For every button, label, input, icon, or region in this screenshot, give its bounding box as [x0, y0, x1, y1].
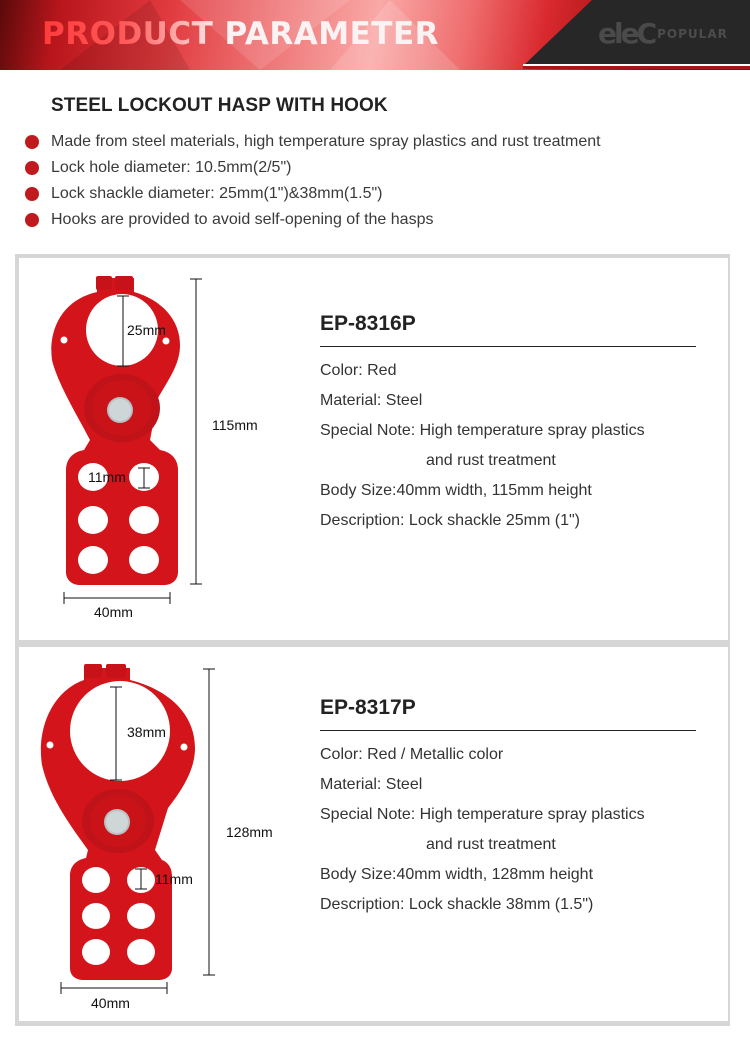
spec-description: Description: Lock shackle 38mm (1.5") [320, 896, 594, 913]
spec-color: Color: Red / Metallic color [320, 746, 504, 763]
banner-title-word1: PRODUCT [42, 16, 214, 52]
feature-text: Lock hole diameter: 10.5mm(2/5") [51, 159, 292, 176]
feature-text: Hooks are provided to avoid self-opening of the hasps [51, 211, 434, 228]
model-divider [320, 346, 696, 347]
spec-material: Material: Steel [320, 776, 423, 793]
shackle-dimension-label: 25mm [127, 322, 166, 338]
spec-list [320, 740, 645, 920]
hole-dimension-label: 11mm [155, 871, 193, 887]
logo-mark: eleC [598, 17, 655, 50]
product-heading: STEEL LOCKOUT HASP WITH HOOK [51, 95, 388, 116]
feature-text: Lock shackle diameter: 25mm(1")&38mm(1.5") [51, 185, 383, 202]
width-dimension-label: 40mm [94, 604, 133, 620]
spec-list [320, 356, 645, 536]
model-divider [320, 730, 696, 731]
shackle-dimension-label: 38mm [127, 724, 166, 740]
spec-note: Special Note: High temperature spray plastics [320, 806, 645, 823]
spec-color: Color: Red [320, 362, 397, 379]
spec-note: Special Note: High temperature spray plastics [320, 422, 645, 439]
width-dimension-label: 40mm [91, 995, 130, 1011]
logo-wordmark: POPULAR [657, 27, 728, 41]
height-dimension-label: 115mm [212, 417, 258, 433]
hole-dimension-label: 11mm [88, 469, 126, 485]
feature-text: Made from steel materials, high temperature spray plastics and rust treatment [51, 133, 601, 150]
model-number: EP-8316P [320, 312, 416, 335]
spec-note-continued: and rust treatment [426, 452, 556, 469]
spec-description: Description: Lock shackle 25mm (1") [320, 512, 580, 529]
spec-material: Material: Steel [320, 392, 423, 409]
spec-body-size: Body Size:40mm width, 128mm height [320, 866, 594, 883]
banner-title-word2: PARAMETER [224, 16, 439, 52]
model-number: EP-8317P [320, 696, 416, 719]
spec-note-continued: and rust treatment [426, 836, 556, 853]
hasp-38mm-drawing [41, 664, 195, 980]
spec-body-size: Body Size:40mm width, 115mm height [320, 482, 592, 499]
height-dimension-label: 128mm [226, 824, 273, 840]
